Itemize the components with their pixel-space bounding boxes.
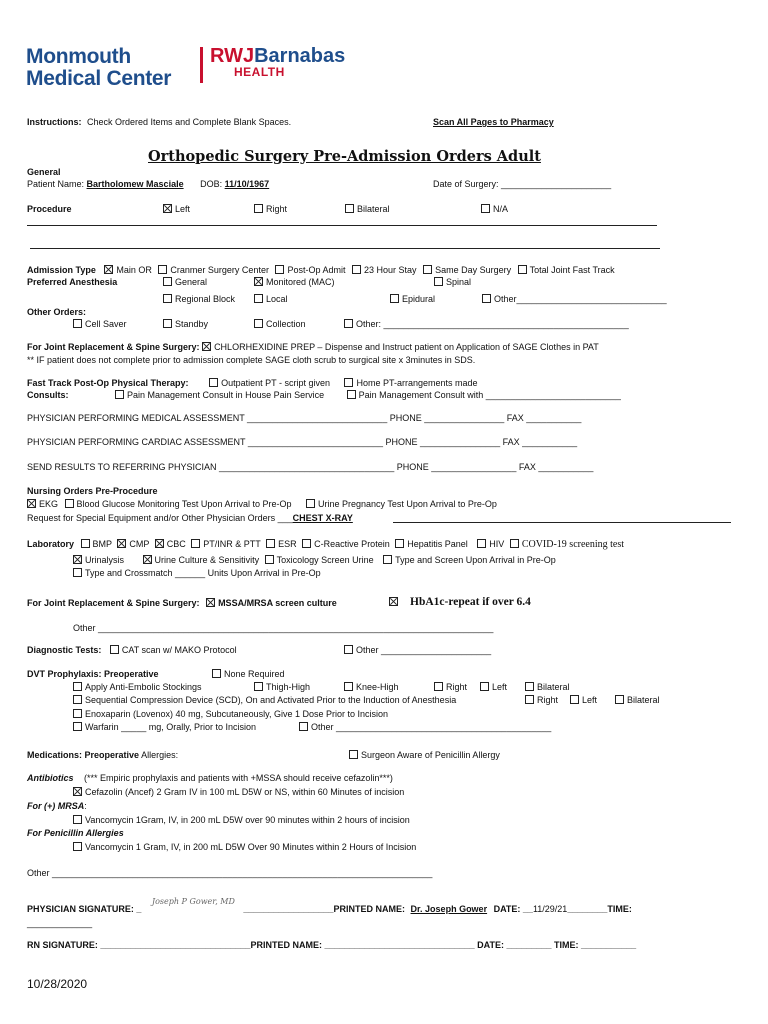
- pregnancy-label: Urine Pregnancy Test Upon Arrival to Pre-Op: [317, 499, 497, 509]
- lab-type-screen[interactable]: [383, 555, 556, 565]
- dvt-knee[interactable]: [344, 682, 399, 692]
- fast-track-row: [27, 378, 478, 388]
- checkbox[interactable]: [163, 277, 172, 286]
- checkbox-checked[interactable]: [27, 499, 36, 508]
- special-request-label: Request for Special Equipment and/or Other Physician Orders ___: [27, 513, 293, 523]
- home-pt[interactable]: [344, 378, 477, 388]
- joint-prep-row: [27, 342, 599, 352]
- hba1c-label: HbA1c-repeat if over 6.4: [410, 596, 531, 608]
- dvt-stockings-right[interactable]: [434, 682, 467, 692]
- special-request-value[interactable]: CHEST X-RAY: [292, 513, 353, 523]
- logo-barnabas: Barnabas: [254, 45, 346, 67]
- pain-with[interactable]: [347, 390, 621, 400]
- checkbox[interactable]: [525, 695, 534, 704]
- checkbox[interactable]: [73, 319, 82, 328]
- lab-hepatitis-label: Hepatitis Panel: [407, 539, 468, 549]
- lab-crp[interactable]: [302, 539, 390, 549]
- procedure-right-label: Right: [266, 204, 288, 214]
- anesthesia-epidural[interactable]: [390, 294, 435, 304]
- vancomycin-penicillin[interactable]: [73, 842, 416, 852]
- joint-prep-text: CHLORHEXIDINE PREP – Dispense and Instruct patient on Application of SAGE Clothes in PAT: [214, 342, 599, 352]
- checkbox[interactable]: [265, 555, 274, 564]
- cat-scan-label: CAT scan w/ MAKO Protocol: [121, 645, 237, 655]
- admission-sds[interactable]: [423, 265, 511, 275]
- lab-crp-label: C-Reactive Protein: [314, 539, 390, 549]
- dob-label: DOB:: [200, 179, 223, 189]
- rwj-logo: [210, 45, 345, 79]
- dvt-scd-left[interactable]: [570, 695, 597, 705]
- special-request-line[interactable]: [393, 522, 731, 523]
- instructions-label: Instructions:: [27, 117, 82, 127]
- vancomycin-mrsa[interactable]: [73, 815, 410, 825]
- checkbox[interactable]: [275, 265, 284, 274]
- nursing-label: Nursing Orders Pre-Procedure: [27, 486, 158, 496]
- mrsa-heading: [27, 801, 87, 811]
- procedure-na[interactable]: [481, 204, 508, 214]
- other-orders-label: Other Orders:: [27, 307, 87, 317]
- checkbox-checked[interactable]: [389, 597, 398, 606]
- dvt-other[interactable]: [299, 722, 551, 732]
- checkbox-checked[interactable]: [117, 539, 126, 548]
- checkbox[interactable]: [115, 390, 124, 399]
- checkbox[interactable]: [570, 695, 579, 704]
- checkbox-checked[interactable]: [206, 598, 215, 607]
- anesthesia-label: Preferred Anesthesia: [27, 277, 118, 287]
- ekg-label: EKG: [39, 499, 59, 509]
- cefazolin[interactable]: [73, 787, 404, 797]
- other-orders-other-label: Other: _________________________________________________: [356, 319, 629, 329]
- dvt-stockings-bilateral[interactable]: [525, 682, 570, 692]
- diagnostic-row: [27, 645, 237, 655]
- dvt-enoxaparin[interactable]: [73, 709, 388, 719]
- rn-signature-row[interactable]: RN SIGNATURE: ______________________________PRINTED NAME: ______________________________ DATE: _________ TIME: ___________: [27, 940, 637, 950]
- date-label: DATE: __: [493, 904, 533, 914]
- lab-urine-culture[interactable]: [143, 555, 260, 565]
- dvt-scd-right-label: Right: [537, 695, 559, 705]
- procedure-label: Procedure: [27, 204, 72, 214]
- checkbox[interactable]: [163, 319, 172, 328]
- lab-toxicology-label: Toxicology Screen Urine: [276, 555, 374, 565]
- outpatient-pt-label: Outpatient PT - script given: [221, 378, 330, 388]
- checkbox[interactable]: [254, 319, 263, 328]
- cefazolin-label: Cefazolin (Ancef) 2 Gram IV in 100 mL D5W or NS, within 60 Minutes of incision: [85, 787, 405, 797]
- checkbox-checked[interactable]: [163, 204, 172, 213]
- antibiotics-other[interactable]: Other ____________________________________________________________________________: [27, 868, 433, 878]
- checkbox[interactable]: [73, 568, 82, 577]
- patient-label: Patient Name:: [27, 179, 85, 189]
- admission-23hr-label: 23 Hour Stay: [364, 265, 417, 275]
- instructions: [27, 117, 291, 127]
- checkbox[interactable]: [481, 204, 490, 213]
- anesthesia-mac[interactable]: [254, 277, 335, 287]
- procedure-na-label: N/A: [493, 204, 509, 214]
- checkbox[interactable]: [163, 294, 172, 303]
- checkbox[interactable]: [434, 277, 443, 286]
- procedure-bilateral[interactable]: [345, 204, 390, 214]
- admission-fast-track[interactable]: [518, 265, 615, 275]
- patient-line: [27, 179, 269, 189]
- checkbox[interactable]: [347, 390, 356, 399]
- checkbox-checked[interactable]: [155, 539, 164, 548]
- checkbox[interactable]: [525, 682, 534, 691]
- hospital-logo: [26, 46, 171, 90]
- dvt-warfarin[interactable]: [73, 722, 256, 732]
- mssa-culture-label: MSSA/MRSA screen culture: [218, 598, 337, 608]
- scan-notice: Scan All Pages to Pharmacy: [433, 117, 554, 127]
- fast-track-label: Fast Track Post-Op Physical Therapy:: [27, 378, 189, 388]
- surgery-date-field[interactable]: Date of Surgery: ______________________: [433, 179, 612, 189]
- lab-esr-label: ESR: [278, 539, 297, 549]
- cardiac-assessment-line[interactable]: PHYSICIAN PERFORMING CARDIAC ASSESSMENT ___________________________ PHONE ________________ FAX ___________: [27, 437, 578, 447]
- anesthesia-general-label: General: [175, 277, 208, 287]
- checkbox[interactable]: [345, 204, 354, 213]
- cat-scan[interactable]: [110, 645, 237, 655]
- checkbox[interactable]: [434, 682, 443, 691]
- dvt-other-label: Other ___________________________________________: [311, 722, 552, 732]
- pain-inhouse[interactable]: [115, 390, 324, 400]
- medications-label: Medications: Preoperative: [27, 750, 140, 760]
- vancomycin-penicillin-label: Vancomycin 1 Gram, IV, in 200 mL D5W Over 90 Minutes within 2 Hours of Incision: [85, 842, 417, 852]
- patient-name[interactable]: Bartholomew Masciale: [86, 179, 184, 189]
- other-orders-other[interactable]: [344, 319, 629, 329]
- admission-main-or-label: Main OR: [116, 265, 152, 275]
- lab-label: Laboratory: [27, 539, 75, 549]
- checkbox-checked[interactable]: [73, 555, 82, 564]
- admission-fast-track-label: Total Joint Fast Track: [529, 265, 615, 275]
- pregnancy-test[interactable]: [306, 499, 497, 509]
- dvt-stockings-label: Apply Anti-Embolic Stockings: [85, 682, 202, 692]
- procedure-left[interactable]: [163, 204, 190, 214]
- admission-cranmer-label: Cranmer Surgery Center: [170, 265, 269, 275]
- dvt-right-label: Right: [446, 682, 468, 692]
- lab-cmp[interactable]: [117, 539, 149, 549]
- lab-hiv[interactable]: [477, 539, 504, 549]
- anesthesia-epidural-label: Epidural: [402, 294, 436, 304]
- dvt-stockings[interactable]: [73, 682, 202, 692]
- dvt-bilateral-label: Bilateral: [537, 682, 570, 692]
- checkbox[interactable]: [306, 499, 315, 508]
- outpatient-pt[interactable]: [209, 378, 330, 388]
- admission-cranmer[interactable]: [158, 265, 269, 275]
- anesthesia-general[interactable]: [163, 277, 207, 287]
- logo-line-1: Monmouth: [26, 45, 131, 68]
- lab-toxicology[interactable]: [265, 555, 374, 565]
- lab-type-screen-label: Type and Screen Upon Arrival in Pre-Op: [395, 555, 556, 565]
- anesthesia-spinal-label: Spinal: [446, 277, 472, 287]
- penicillin-heading: For Penicillin Allergies: [27, 828, 124, 838]
- logo-health: HEALTH: [234, 65, 285, 79]
- checkbox[interactable]: [65, 499, 74, 508]
- penicillin-aware-label: Surgeon Aware of Penicillin Allergy: [361, 750, 500, 760]
- checkbox[interactable]: [73, 709, 82, 718]
- lab-pt-inr[interactable]: [191, 539, 260, 549]
- lab-urinalysis-label: Urinalysis: [85, 555, 125, 565]
- checkbox[interactable]: [477, 539, 486, 548]
- pain-with-label: Pain Management Consult with ___________________________: [358, 390, 621, 400]
- lab-covid[interactable]: [510, 539, 624, 549]
- referring-physician-line[interactable]: SEND RESULTS TO REFERRING PHYSICIAN ___________________________________ PHONE _________________ FAX ___________: [27, 462, 594, 472]
- dvt-scd-bilateral-label: Bilateral: [627, 695, 660, 705]
- checkbox[interactable]: [352, 265, 361, 274]
- dvt-knee-label: Knee-High: [356, 682, 399, 692]
- dvt-stockings-left[interactable]: [480, 682, 507, 692]
- lab-row-2: [73, 555, 556, 565]
- lab-bmp[interactable]: [81, 539, 112, 549]
- checkbox[interactable]: [302, 539, 311, 548]
- lab-pt-inr-label: PT/INR & PTT: [203, 539, 261, 549]
- mssa-label: For Joint Replacement & Spine Surgery:: [27, 598, 200, 608]
- admission-main-or[interactable]: [104, 265, 152, 275]
- checkbox[interactable]: [344, 682, 353, 691]
- checkbox[interactable]: [73, 842, 82, 851]
- checkbox[interactable]: [480, 682, 489, 691]
- dvt-enoxaparin-label: Enoxaparin (Lovenox) 40 mg, Subcutaneously, Give 1 Dose Prior to Incision: [85, 709, 388, 719]
- glucose-test[interactable]: [65, 499, 292, 509]
- checkbox[interactable]: [395, 539, 404, 548]
- dvt-thigh-label: Thigh-High: [266, 682, 311, 692]
- mssa-row: [27, 598, 337, 608]
- checkbox-checked[interactable]: [73, 787, 82, 796]
- footer-date: 10/28/2020: [27, 977, 88, 991]
- admission-sds-label: Same Day Surgery: [435, 265, 512, 275]
- dvt-scd[interactable]: [73, 695, 456, 705]
- consults-label: Consults:: [27, 390, 69, 400]
- dvt-thigh[interactable]: [254, 682, 310, 692]
- antibiotics-row: [27, 773, 393, 783]
- pain-inhouse-label: Pain Management Consult in House Pain Service: [127, 390, 325, 400]
- procedure-left-label: Left: [175, 204, 191, 214]
- lab-hiv-label: HIV: [489, 539, 505, 549]
- mrsa-colon: :: [84, 801, 87, 811]
- anesthesia-regional[interactable]: [163, 294, 235, 304]
- lab-cmp-label: CMP: [129, 539, 150, 549]
- checkbox[interactable]: [73, 682, 82, 691]
- printed-name[interactable]: Dr. Joseph Gower: [410, 904, 488, 914]
- dvt-scd-label: Sequential Compression Device (SCD), On and Activated Prior to the Induction of Anesthesia: [85, 695, 457, 705]
- logo-line-2: Medical Center: [26, 67, 172, 90]
- lab-crossmatch-label: Type and Crossmatch ______ Units Upon Arrival in Pre-Op: [85, 568, 321, 578]
- admission-row: [27, 265, 615, 275]
- anesthesia-regional-label: Regional Block: [175, 294, 236, 304]
- joint-prep-label: For Joint Replacement & Spine Surgery:: [27, 342, 200, 352]
- checkbox[interactable]: [266, 539, 275, 548]
- lab-covid-label: COVID-19 screening test: [521, 539, 625, 550]
- general-heading: General: [27, 167, 61, 177]
- dvt-scd-right[interactable]: [525, 695, 558, 705]
- allergies-label: Allergies:: [141, 750, 179, 760]
- checkbox[interactable]: [344, 319, 353, 328]
- mrsa-label: For (+) MRSA: [27, 801, 85, 811]
- checkbox[interactable]: [518, 265, 527, 274]
- hba1c[interactable]: [389, 596, 531, 608]
- nursing-row: [27, 499, 497, 509]
- penicillin-aware[interactable]: [349, 750, 500, 760]
- logo-divider: [200, 47, 203, 83]
- checkbox[interactable]: [212, 669, 221, 678]
- collection-label: Collection: [266, 319, 306, 329]
- physician-sig-label: PHYSICIAN SIGNATURE: _: [27, 904, 142, 914]
- admission-postop-label: Post-Op Admit: [287, 265, 346, 275]
- joint-prep-note: ** IF patient does not complete prior to admission complete SAGE cloth scrub to surgical site x 3minutes in SDS.: [27, 355, 476, 365]
- diagnostic-other-label: Other ______________________: [356, 645, 492, 655]
- checkbox-checked[interactable]: [104, 265, 113, 274]
- logo-rwj: RWJ: [210, 45, 255, 67]
- vancomycin-mrsa-label: Vancomycin 1Gram, IV, in 200 mL D5W over 90 minutes within 2 hours of incision: [85, 815, 410, 825]
- anesthesia-mac-label: Monitored (MAC): [266, 277, 335, 287]
- medications-row: [27, 750, 178, 760]
- lab-hepatitis[interactable]: [395, 539, 468, 549]
- checkbox[interactable]: [349, 750, 358, 759]
- admission-postop[interactable]: [275, 265, 345, 275]
- checkbox[interactable]: [81, 539, 90, 548]
- checkbox-checked[interactable]: [202, 342, 211, 351]
- diagnostic-other[interactable]: [344, 645, 491, 655]
- dob-value[interactable]: 11/10/1967: [224, 179, 270, 189]
- physician-signature[interactable]: Joseph P Gower, MD: [151, 897, 235, 906]
- diagnostic-label: Diagnostic Tests:: [27, 645, 102, 655]
- procedure-line-2[interactable]: [30, 248, 660, 249]
- consults-row: [27, 390, 621, 400]
- admission-23hr[interactable]: [352, 265, 417, 275]
- anesthesia-other[interactable]: [482, 294, 667, 304]
- checkbox[interactable]: [482, 294, 491, 303]
- checkbox[interactable]: [254, 204, 263, 213]
- lab-cbc[interactable]: [155, 539, 186, 549]
- lab-crossmatch[interactable]: [73, 568, 321, 578]
- ekg[interactable]: [27, 499, 58, 509]
- date-value[interactable]: 11/29/21: [532, 904, 568, 914]
- checkbox[interactable]: [344, 645, 353, 654]
- antibiotics-label: Antibiotics: [27, 773, 74, 783]
- checkbox[interactable]: [299, 722, 308, 731]
- procedure-line-1[interactable]: [27, 225, 657, 226]
- checkbox-checked[interactable]: [254, 277, 263, 286]
- lab-row-1: [27, 539, 624, 550]
- anesthesia-spinal[interactable]: [434, 277, 471, 287]
- checkbox[interactable]: [209, 378, 218, 387]
- lab-esr[interactable]: [266, 539, 297, 549]
- checkbox[interactable]: [73, 815, 82, 824]
- time-tail[interactable]: _____________: [27, 918, 93, 928]
- cell-saver-label: Cell Saver: [85, 319, 127, 329]
- page-title: Orthopedic Surgery Pre-Admission Orders Adult: [148, 148, 541, 165]
- checkbox[interactable]: [615, 695, 624, 704]
- checkbox[interactable]: [191, 539, 200, 548]
- procedure-right[interactable]: [254, 204, 287, 214]
- checkbox[interactable]: [383, 555, 392, 564]
- instructions-text: Check Ordered Items and Complete Blank Spaces.: [87, 117, 292, 127]
- special-request: [27, 513, 353, 523]
- checkbox[interactable]: [423, 265, 432, 274]
- dvt-left-label: Left: [492, 682, 508, 692]
- checkbox[interactable]: [110, 645, 119, 654]
- dvt-scd-left-label: Left: [582, 695, 598, 705]
- glucose-label: Blood Glucose Monitoring Test Upon Arrival to Pre-Op: [76, 499, 292, 509]
- mssa-culture[interactable]: [206, 598, 337, 608]
- dvt-scd-bilateral[interactable]: [615, 695, 660, 705]
- procedure-bilateral-label: Bilateral: [357, 204, 390, 214]
- checkbox[interactable]: [73, 695, 82, 704]
- lab-urinalysis[interactable]: [73, 555, 124, 565]
- checkbox[interactable]: [344, 378, 353, 387]
- anesthesia-local[interactable]: [254, 294, 288, 304]
- checkbox[interactable]: [390, 294, 399, 303]
- cell-saver[interactable]: [73, 319, 127, 329]
- anesthesia-other-label: Other______________________________: [494, 294, 667, 304]
- standby[interactable]: [163, 319, 208, 329]
- medical-assessment-line[interactable]: PHYSICIAN PERFORMING MEDICAL ASSESSMENT ____________________________ PHONE ________________ FAX ___________: [27, 413, 582, 423]
- admission-label: Admission Type: [27, 265, 96, 275]
- home-pt-label: Home PT-arrangements made: [356, 378, 478, 388]
- checkbox[interactable]: [510, 539, 519, 548]
- checkbox[interactable]: [254, 682, 263, 691]
- checkbox-checked[interactable]: [143, 555, 152, 564]
- antibiotics-note: (*** Empiric prophylaxis and patients with +MSSA should receive cefazolin***): [84, 773, 393, 783]
- anesthesia-local-label: Local: [266, 294, 288, 304]
- dvt-warfarin-label: Warfarin _____ mg, Orally, Prior to Incision: [85, 722, 257, 732]
- lab-urine-culture-label: Urine Culture & Sensitivity: [154, 555, 260, 565]
- mssa-other[interactable]: Other _______________________________________________________________________________: [73, 623, 494, 633]
- time-label: ________TIME:: [567, 904, 632, 914]
- physician-signature-row: [27, 897, 632, 914]
- dvt-none[interactable]: [212, 669, 285, 679]
- dvt-none-label: None Required: [224, 669, 285, 679]
- physician-sig-rest: __________________PRINTED NAME:: [243, 904, 406, 914]
- lab-bmp-label: BMP: [92, 539, 112, 549]
- checkbox[interactable]: [158, 265, 167, 274]
- checkbox[interactable]: [73, 722, 82, 731]
- standby-label: Standby: [175, 319, 209, 329]
- collection[interactable]: [254, 319, 306, 329]
- checkbox[interactable]: [254, 294, 263, 303]
- lab-cbc-label: CBC: [166, 539, 186, 549]
- dvt-label: DVT Prophylaxis: Preoperative: [27, 669, 159, 679]
